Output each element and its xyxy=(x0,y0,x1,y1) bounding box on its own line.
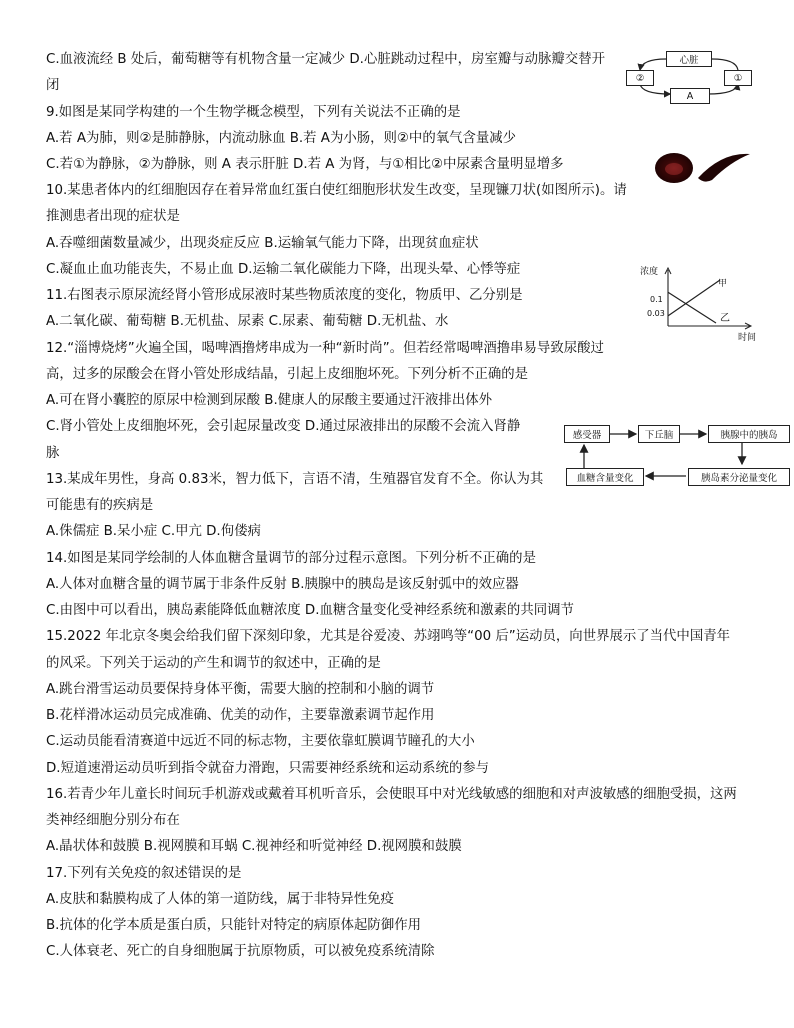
receptor-box: 感受器 xyxy=(564,425,610,443)
text-line: C.运动员能看清赛道中远近不同的标志物，主要依靠虹膜调节瞳孔的大小 xyxy=(46,734,475,749)
series-line-yi xyxy=(668,292,716,323)
text-line: C.肾小管处上皮细胞坏死，会引起尿量改变 D.通过尿液排出的尿酸不会流入肾静 xyxy=(46,419,521,434)
text-line: 脉 xyxy=(46,446,60,461)
text-line: A.晶状体和鼓膜 B.视网膜和耳蜗 C.视神经和听觉神经 D.视网膜和鼓膜 xyxy=(46,839,462,854)
text-line: 闭 xyxy=(46,78,60,93)
text-line: 9.如图是某同学构建的一个生物学概念模型，下列有关说法不正确的是 xyxy=(46,105,461,120)
text-line: A.吞噬细菌数量减少，出现炎症反应 B.运输氧气能力下降，出现贫血症状 xyxy=(46,236,479,251)
text-line: A.侏儒症 B.呆小症 C.甲亢 D.佝偻病 xyxy=(46,524,261,539)
pancreatic-islet-box: 胰腺中的胰岛 xyxy=(708,425,790,443)
text-line: 的风采。下列关于运动的产生和调节的叙述中，正确的是 xyxy=(46,656,381,671)
text-line: 13.某成年男性，身高 0.83米，智力低下，言语不清，生殖器官发育不全。你认为其 xyxy=(46,472,544,487)
text-line: A.皮肤和黏膜构成了人体的第一道防线，属于非特异性免疫 xyxy=(46,892,394,907)
text-line: 15.2022 年北京冬奥会给我们留下深刻印象，尤其是谷爱凌、苏翊鸣等“00 后”运动员，向世界展示了当代中国青年 xyxy=(46,629,730,644)
organ-a-box: A xyxy=(670,88,710,104)
text-line: 16.若青少年儿童长时间玩手机游戏或戴着耳机听音乐，会使眼耳中对光线敏感的细胞和对声波敏感的细胞受损，这两 xyxy=(46,787,737,802)
vessel-2-box: ② xyxy=(626,70,654,86)
cells-svg xyxy=(652,148,752,188)
series-label-yi: 乙 xyxy=(720,313,730,324)
text-line: A.若 A为肺，则②是肺静脉，内流动脉血 B.若 A为小肠，则②中的氧气含量减少 xyxy=(46,131,517,146)
text-line: 10.某患者体内的红细胞因存在着异常血红蛋白使红细胞形状发生改变，呈现镰刀状(如图所示)。请 xyxy=(46,183,627,198)
text-line: 可能患有的疾病是 xyxy=(46,498,154,513)
text-line: 17.下列有关免疫的叙述错误的是 xyxy=(46,866,242,881)
x-axis-label: 时间 xyxy=(738,333,757,343)
text-line: C.由图中可以看出，胰岛素能降低血糖浓度 D.血糖含量变化受神经系统和激素的共同调节 xyxy=(46,603,574,618)
text-line: 推测患者出现的症状是 xyxy=(46,209,180,224)
text-line: B.抗体的化学本质是蛋白质，只能针对特定的病原体起防御作用 xyxy=(46,918,421,933)
y-tick-high: 0.1 xyxy=(650,295,663,304)
text-line: 12.“淄博烧烤”火遍全国，喝啤酒撸烤串成为一种“新时尚”。但若经常喝啤酒撸串易导致尿酸过 xyxy=(46,341,604,356)
heart-box: 心脏 xyxy=(666,51,712,67)
text-line: C.若①为静脉，②为静脉，则 A 表示肝脏 D.若 A 为肾，与①相比②中尿素含量明显增多 xyxy=(46,157,564,172)
vessel-1-box: ① xyxy=(724,70,752,86)
concentration-chart xyxy=(638,264,762,344)
text-line: B.花样滑冰运动员完成准确、优美的动作，主要靠激素调节起作用 xyxy=(46,708,435,723)
text-line: 14.如图是某同学绘制的人体血糖含量调节的部分过程示意图。下列分析不正确的是 xyxy=(46,551,536,566)
text-line: A.可在肾小囊腔的原尿中检测到尿酸 B.健康人的尿酸主要通过汗液排出体外 xyxy=(46,393,492,408)
text-line: A.跳台滑雪运动员要保持身体平衡，需要大脑的控制和小脑的调节 xyxy=(46,682,435,697)
text-line: D.短道速滑运动员听到指令就奋力滑跑，只需要神经系统和运动系统的参与 xyxy=(46,761,490,776)
text-line: 类神经细胞分别分布在 xyxy=(46,813,180,828)
glucose-change-box: 血糖含量变化 xyxy=(566,468,644,486)
y-tick-low: 0.03 xyxy=(647,309,665,318)
text-line: C.人体衰老、死亡的自身细胞属于抗原物质，可以被免疫系统清除 xyxy=(46,944,435,959)
glucose-regulation-flowchart xyxy=(562,420,794,492)
cell-center xyxy=(665,163,683,175)
sickle-red-cell xyxy=(698,154,750,182)
text-line: C.血液流经 B 处后，葡萄糖等有机物含量一定减少 D.心脏跳动过程中，房室瓣与动脉瓣交替开 xyxy=(46,52,605,67)
text-line: 11.右图表示原尿流经肾小管形成尿液时某些物质浓度的变化，物质甲、乙分别是 xyxy=(46,288,523,303)
series-label-jia: 甲 xyxy=(718,279,728,289)
hypothalamus-box: 下丘脑 xyxy=(638,425,680,443)
insulin-secretion-box: 胰岛素分泌量变化 xyxy=(688,468,790,486)
red-blood-cell-image xyxy=(652,148,752,188)
heart-circulation-diagram xyxy=(624,48,756,104)
text-line: C.凝血止血功能丧失，不易止血 D.运输二氧化碳能力下降，出现头晕、心悸等症 xyxy=(46,262,521,277)
text-line: A.人体对血糖含量的调节属于非条件反射 B.胰腺中的胰岛是该反射弧中的效应器 xyxy=(46,577,519,592)
text-line: 高，过多的尿酸会在肾小管处形成结晶，引起上皮细胞坏死。下列分析不正确的是 xyxy=(46,367,529,382)
text-line: A.二氧化碳、葡萄糖 B.无机盐、尿素 C.尿素、葡萄糖 D.无机盐、水 xyxy=(46,314,449,329)
y-axis-label: 浓度 xyxy=(640,267,659,277)
